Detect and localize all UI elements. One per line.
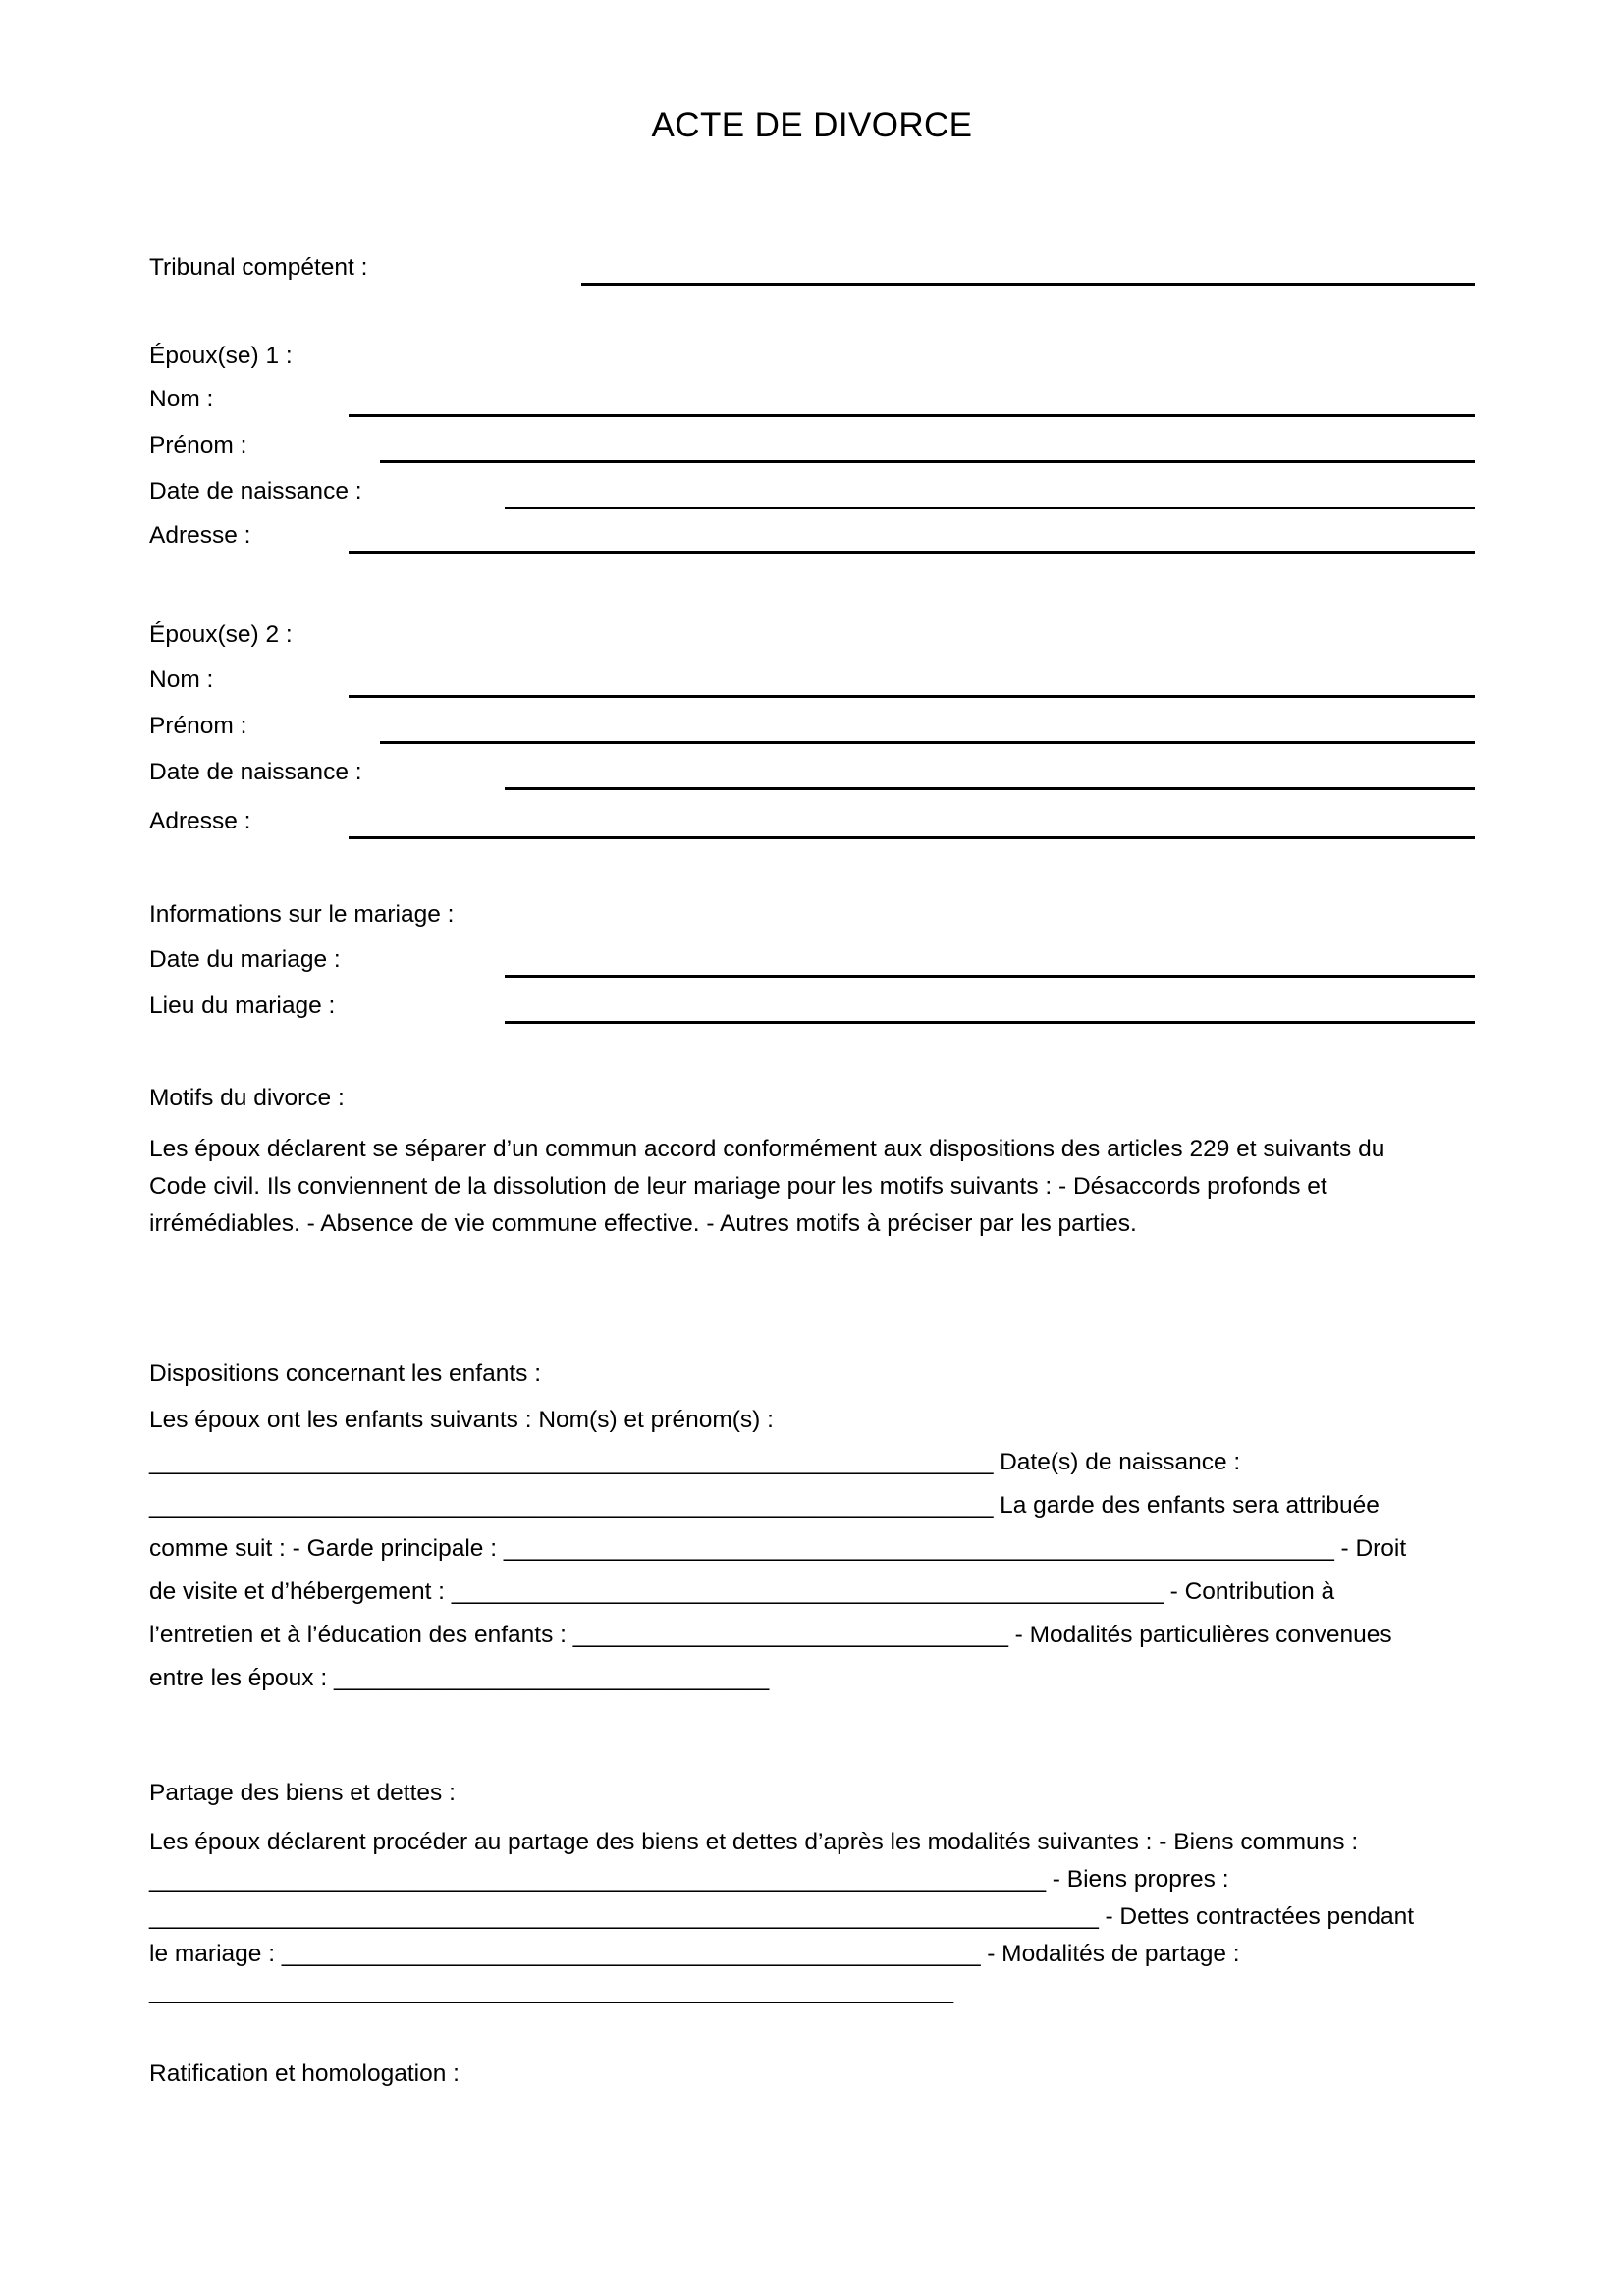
- field-rule-spouse2-prenom[interactable]: [380, 741, 1475, 744]
- field-label-spouse1-nom: Nom :: [149, 386, 214, 412]
- field-label-spouse1-prenom: Prénom :: [149, 432, 247, 458]
- field-label-spouse1-date-naissance: Date de naissance :: [149, 478, 362, 505]
- field-label-spouse2-adresse: Adresse :: [149, 808, 251, 834]
- children-blank-birthdates[interactable]: ________________________________________________________________: [149, 1492, 994, 1519]
- grounds-body-text: Les époux déclarent se séparer d’un commun accord conformément aux dispositions des articles 229 et suivants du Code civil. Ils conviennent de la dissolution de leur mariage pour les motifs suivants : - Désaccords profonds et irrémédiables. - Absence de vie commune effective. - Autres motifs à préciser par les parties.: [149, 1136, 1385, 1237]
- field-tribunal: [149, 253, 1475, 298]
- field-marriage-date: [149, 945, 1475, 990]
- field-spouse2-adresse: [149, 807, 1475, 852]
- field-rule-spouse1-date-naissance[interactable]: [505, 507, 1475, 509]
- assets-blank-common[interactable]: ____________________________________________________________________: [149, 1866, 1046, 1893]
- assets-blank-debts[interactable]: _____________________________________________________: [281, 1941, 981, 1967]
- field-rule-spouse2-date-naissance[interactable]: [505, 787, 1475, 790]
- section-heading-spouse2: Époux(se) 2 :: [149, 621, 293, 648]
- field-marriage-lieu: [149, 991, 1475, 1037]
- assets-label-own: - Biens propres :: [1052, 1866, 1229, 1893]
- field-rule-spouse1-nom[interactable]: [349, 414, 1475, 417]
- children-label-contribution: - Contribution à l’entretien et à l’éducation des enfants :: [149, 1578, 1335, 1648]
- children-blank-names[interactable]: ________________________________________________________________: [149, 1449, 994, 1475]
- field-rule-tribunal[interactable]: [581, 283, 1475, 286]
- page-title: ACTE DE DIVORCE: [651, 106, 973, 144]
- assets-label-debts: - Dettes contractées pendant le mariage :: [149, 1903, 1415, 1967]
- children-blank-contribution[interactable]: _________________________________: [572, 1622, 1008, 1648]
- field-rule-marriage-date[interactable]: [505, 975, 1475, 978]
- assets-body-block: [149, 1824, 1416, 2010]
- field-label-spouse2-prenom: Prénom :: [149, 713, 247, 739]
- field-label-marriage-lieu: Lieu du mariage :: [149, 992, 336, 1019]
- children-blank-custody[interactable]: _______________________________________________________________: [503, 1535, 1334, 1562]
- section-heading-grounds: Motifs du divorce :: [149, 1085, 345, 1111]
- children-blank-special-terms[interactable]: _________________________________: [333, 1665, 770, 1691]
- assets-blank-own[interactable]: ________________________________________________________________________: [149, 1903, 1099, 1930]
- field-rule-spouse2-adresse[interactable]: [349, 836, 1475, 839]
- field-label-tribunal: Tribunal compétent :: [149, 254, 368, 281]
- field-rule-spouse2-nom[interactable]: [349, 695, 1475, 698]
- section-heading-children: Dispositions concernant les enfants :: [149, 1361, 542, 1387]
- field-spouse1-prenom: [149, 431, 1475, 476]
- field-rule-marriage-lieu[interactable]: [505, 1021, 1475, 1024]
- children-label-custody: La garde des enfants sera attribuée comme suit : - Garde principale :: [149, 1492, 1380, 1562]
- field-label-spouse1-adresse: Adresse :: [149, 522, 251, 549]
- field-spouse1-adresse: [149, 521, 1475, 566]
- section-heading-assets: Partage des biens et dettes :: [149, 1780, 456, 1806]
- field-label-marriage-date: Date du mariage :: [149, 946, 341, 973]
- assets-blank-terms[interactable]: _____________________________________________________________: [149, 1978, 953, 2004]
- assets-intro-text: Les époux déclarent procéder au partage des biens et dettes d’après les modalités suivantes : - Biens communs :: [149, 1829, 1359, 1855]
- section-heading-marriage: Informations sur le mariage :: [149, 901, 455, 928]
- field-spouse2-nom: [149, 666, 1475, 711]
- field-label-spouse2-nom: Nom :: [149, 667, 214, 693]
- children-intro-text: Les époux ont les enfants suivants : Nom(s) et prénom(s) :: [149, 1407, 774, 1433]
- field-rule-spouse1-adresse[interactable]: [349, 551, 1475, 554]
- field-spouse1-date-naissance: [149, 477, 1475, 522]
- field-rule-spouse1-prenom[interactable]: [380, 460, 1475, 463]
- children-label-visitation: - Droit de visite et d’hébergement :: [149, 1535, 1407, 1605]
- assets-label-terms: - Modalités de partage :: [987, 1941, 1240, 1967]
- field-spouse1-nom: [149, 385, 1475, 430]
- children-blanks-block: [149, 1441, 1416, 1700]
- children-label-birthdates: Date(s) de naissance :: [1000, 1449, 1241, 1475]
- children-label-special-terms: - Modalités particulières convenues entre les époux :: [149, 1622, 1392, 1691]
- section-heading-ratification: Ratification et homologation :: [149, 2060, 460, 2087]
- children-blank-visitation[interactable]: ______________________________________________________: [451, 1578, 1164, 1605]
- field-label-spouse2-date-naissance: Date de naissance :: [149, 759, 362, 785]
- section-heading-spouse1: Époux(se) 1 :: [149, 343, 293, 369]
- field-spouse2-prenom: [149, 712, 1475, 757]
- field-spouse2-date-naissance: [149, 758, 1475, 803]
